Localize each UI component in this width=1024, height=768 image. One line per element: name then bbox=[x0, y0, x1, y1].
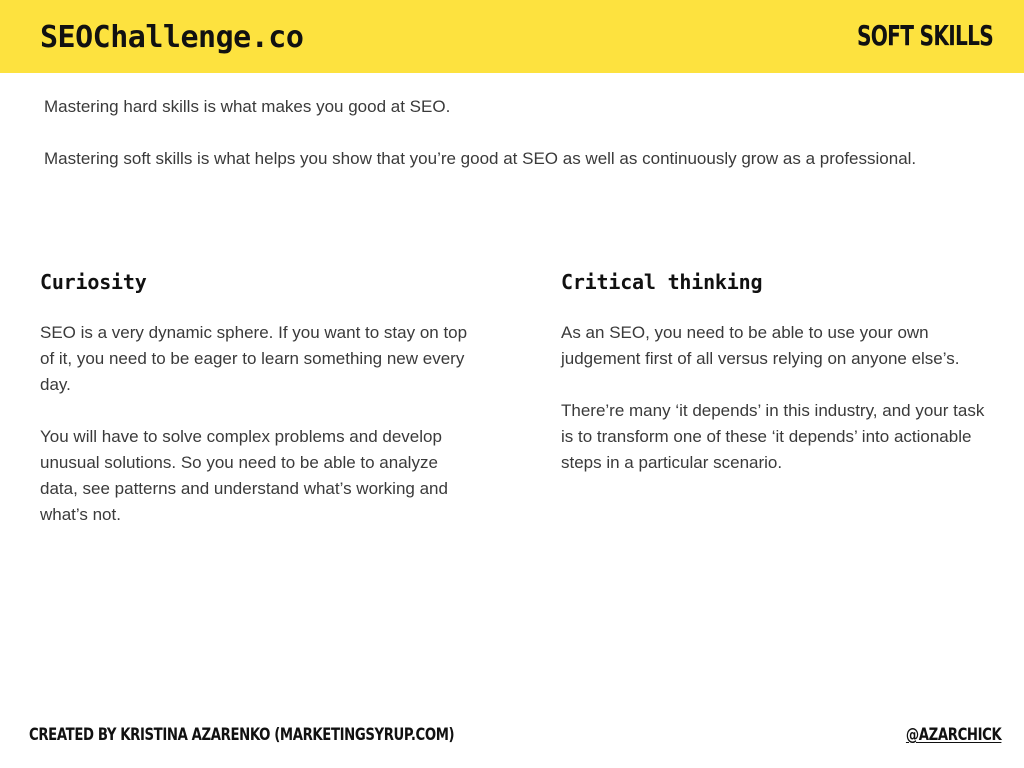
footer-handle-link[interactable]: @AZARCHICK bbox=[905, 725, 1001, 745]
header-bar bbox=[0, 0, 1024, 73]
section-title: SOFT SKILLS bbox=[856, 19, 993, 52]
intro-paragraph: Mastering soft skills is what helps you show that you’re good at SEO as well as continuously grow as a professional. bbox=[44, 149, 917, 168]
intro-text bbox=[44, 94, 944, 198]
skill-paragraph: As an SEO, you need to be able to use your own judgement first of all versus relying on anyone else’s. bbox=[561, 323, 960, 368]
skill-heading: Critical thinking bbox=[561, 270, 763, 294]
skill-column-curiosity bbox=[40, 268, 470, 554]
skill-paragraph: SEO is a very dynamic sphere. If you want to stay on top of it, you need to be eager to learn something new every day. bbox=[40, 323, 468, 394]
skill-body bbox=[561, 320, 991, 476]
skill-heading: Curiosity bbox=[40, 270, 147, 294]
skill-paragraph: You will have to solve complex problems and develop unusual solutions. So you need to be able to analyze data, see patterns and understand what’s working and what’s not. bbox=[40, 427, 448, 524]
footer-credit: CREATED BY KRISTINA AZARENKO (MARKETINGSYRUP.COM) bbox=[29, 725, 455, 745]
intro-paragraph: Mastering hard skills is what makes you good at SEO. bbox=[44, 97, 451, 116]
skill-column-critical-thinking bbox=[561, 268, 991, 502]
skill-paragraph: There’re many ‘it depends’ in this industry, and your task is to transform one of these ‘it depends’ into actionable steps in a particular scenario. bbox=[561, 401, 985, 472]
skill-body bbox=[40, 320, 470, 528]
brand-logo-text: SEOChallenge.co bbox=[40, 20, 304, 55]
